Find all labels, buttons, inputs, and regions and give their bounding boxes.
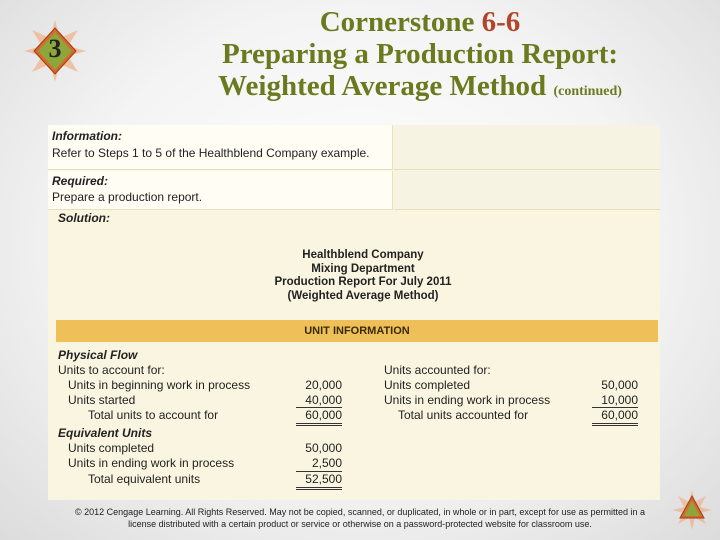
- exhibit-panel: [48, 125, 660, 500]
- slide-title: [150, 6, 690, 108]
- information-box: [48, 125, 393, 170]
- report-title: Production Report For July 2011: [274, 276, 452, 288]
- chapter-badge: [22, 18, 88, 84]
- copyright-footer: [30, 506, 690, 530]
- report-department: Mixing Department: [311, 262, 415, 275]
- ending-wip-label: Units in ending work in process: [384, 393, 551, 407]
- eu-completed-label: Units completed: [68, 441, 155, 455]
- completed-label: Units completed: [384, 378, 471, 392]
- equivalent-units-label: Equivalent Units: [58, 426, 153, 440]
- required-text: Prepare a production report.: [52, 190, 203, 204]
- completed-value: 50,000: [601, 378, 638, 392]
- title-line3: Weighted Average Method: [218, 70, 554, 102]
- physical-flow-label: Physical Flow: [58, 348, 138, 362]
- total-accounted-label: Total units accounted for: [398, 408, 529, 422]
- total-to-account-label: Total units to account for: [88, 408, 219, 422]
- beginning-wip-label: Units in beginning work in process: [68, 378, 251, 392]
- unit-information-bar: UNIT INFORMATION: [56, 320, 658, 342]
- report-company: Healthblend Company: [302, 249, 424, 261]
- eu-ending-wip-label: Units in ending work in process: [68, 456, 235, 470]
- title-continued: (continued): [553, 84, 622, 99]
- to-account-label: Units to account for:: [58, 363, 165, 377]
- copyright-line-1: © 2012 Cengage Learning. All Rights Reserved. May not be copied, scanned, or duplicated, in whole or in part, except for use as permitted in a: [75, 507, 645, 517]
- accounted-label: Units accounted for:: [384, 363, 491, 377]
- eu-completed-value: 50,000: [305, 441, 342, 455]
- total-to-account-value: 60,000: [296, 407, 342, 426]
- report-header: [228, 249, 498, 303]
- side-cell-2: [394, 171, 660, 210]
- title-cornerstone-number: 6-6: [481, 6, 521, 38]
- side-cell-1: [394, 125, 660, 170]
- total-accounted-value: 60,000: [592, 407, 638, 426]
- required-label: Required:: [52, 174, 109, 188]
- started-value: 40,000: [305, 393, 342, 407]
- eu-total-label: Total equivalent units: [88, 472, 201, 486]
- beginning-wip-value: 20,000: [305, 378, 342, 392]
- title-cornerstone: Cornerstone: [319, 6, 482, 38]
- eu-total-value: 52,500: [296, 471, 342, 490]
- solution-label: Solution:: [58, 211, 110, 225]
- chapter-number: 3: [48, 34, 62, 63]
- eu-ending-wip-value: 2,500: [311, 456, 342, 470]
- started-label: Units started: [68, 393, 136, 407]
- required-box: [48, 171, 393, 210]
- report-method: (Weighted Average Method): [287, 289, 439, 302]
- information-text: Refer to Steps 1 to 5 of the Healthblend Company example.: [52, 146, 370, 160]
- next-slide-icon[interactable]: [672, 488, 712, 537]
- title-line2: Preparing a Production Report:: [221, 38, 619, 70]
- information-label: Information:: [52, 129, 122, 143]
- copyright-line-2: license distributed with a certain product or service or otherwise on a password-protected website for classroom use.: [128, 519, 592, 529]
- ending-wip-value: 10,000: [601, 393, 638, 407]
